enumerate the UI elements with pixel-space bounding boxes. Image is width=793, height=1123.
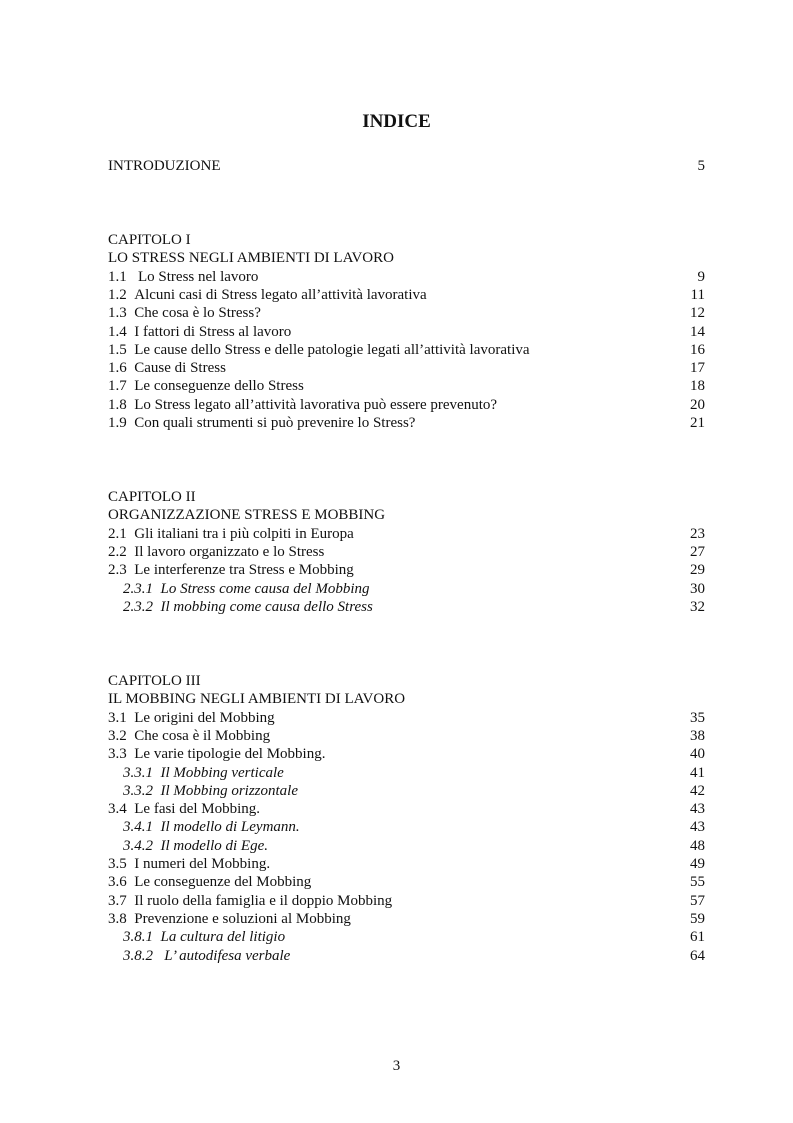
- toc-entry-number: 3.1: [108, 709, 127, 726]
- toc-entry-label: I fattori di Stress al lavoro: [134, 323, 292, 340]
- toc-entry-number: 2.1: [108, 525, 127, 542]
- toc-subentry: [108, 837, 705, 855]
- toc-subentry: [108, 818, 705, 836]
- toc-entry: [108, 855, 705, 873]
- chapter-title: LO STRESS NEGLI AMBIENTI DI LAVORO: [108, 250, 394, 267]
- toc-entry-text: [108, 286, 427, 304]
- toc-entry-label: Il Mobbing verticale: [160, 764, 284, 781]
- toc-subentry: [108, 598, 705, 616]
- toc-entry-text: [123, 928, 285, 946]
- toc-entry: [108, 525, 705, 543]
- toc-entry-text: [108, 304, 261, 322]
- toc-entry-number: 3.3.1: [123, 764, 153, 781]
- toc-entry: [108, 359, 705, 377]
- toc-entry: [108, 745, 705, 763]
- toc-entry-text: [123, 837, 268, 855]
- toc-entry-number: 1.7: [108, 378, 127, 395]
- toc-entry-label: Alcuni casi di Stress legato all’attività lavorativa: [134, 286, 427, 303]
- toc-entry-text: [108, 414, 415, 432]
- toc-entry-number: 3.3.2: [123, 782, 153, 799]
- toc-entry-page: 18: [690, 378, 705, 395]
- toc-entry-label: Le origini del Mobbing: [134, 709, 275, 726]
- chapter-label: CAPITOLO III: [108, 673, 201, 689]
- toc-entry-page: 43: [690, 801, 705, 818]
- toc-entry-text: [108, 800, 260, 818]
- toc-entry-text: [108, 855, 270, 873]
- toc-subentry: [108, 580, 705, 598]
- toc-entry-label: Il ruolo della famiglia e il doppio Mobbing: [134, 892, 393, 909]
- toc-entry-text: [108, 727, 270, 745]
- toc-entry-label: Lo Stress legato all’attività lavorativa può essere prevenuto?: [134, 396, 498, 413]
- toc-entry: [108, 709, 705, 727]
- toc-entry-label: Le interferenze tra Stress e Mobbing: [134, 562, 354, 579]
- toc-entry-text: [108, 709, 275, 727]
- toc-entry-number: 3.6: [108, 874, 127, 891]
- toc-entry: [108, 892, 705, 910]
- toc-entry-number: 3.3: [108, 746, 127, 763]
- toc-entry-number: 2.3.2: [123, 598, 153, 615]
- toc-entry-page: 23: [690, 525, 705, 542]
- toc-entry: [108, 286, 705, 304]
- toc-entry-number: 3.8: [108, 910, 127, 927]
- toc-entry-number: 3.4.1: [123, 819, 153, 836]
- toc-entry: [108, 561, 705, 579]
- toc-entry-page: 41: [690, 764, 705, 781]
- toc-entry-page: 40: [690, 746, 705, 763]
- toc-entry-page: 20: [690, 396, 705, 413]
- toc-entry-text: [108, 525, 354, 543]
- chapter-title: IL MOBBING NEGLI AMBIENTI DI LAVORO: [108, 691, 406, 708]
- toc-entry-page: 35: [690, 709, 705, 726]
- toc-entry-label: Gli italiani tra i più colpiti in Europa: [134, 525, 354, 542]
- toc-entry-text: [108, 268, 258, 286]
- toc-entry-number: 1.6: [108, 360, 127, 377]
- toc-entry-label: Le varie tipologie del Mobbing.: [134, 746, 326, 763]
- toc-entry-text: [108, 892, 392, 910]
- toc-entry-page: 30: [690, 580, 705, 597]
- toc-entry-label: INTRODUZIONE: [108, 158, 221, 174]
- page-title: INDICE: [362, 111, 431, 132]
- toc-entry-page: 9: [697, 268, 705, 285]
- toc-entry-page: 49: [690, 856, 705, 872]
- toc-entry-number: 1.8: [108, 396, 127, 413]
- toc-entry-label: Che cosa è il Mobbing: [134, 727, 271, 744]
- toc-entry-page: 64: [690, 947, 705, 964]
- toc-entry: [108, 268, 705, 286]
- toc-entry-label: Che cosa è lo Stress?: [134, 305, 261, 322]
- toc-entry-label: Prevenzione e soluzioni al Mobbing: [134, 910, 351, 927]
- toc-entry-page: 27: [690, 543, 705, 560]
- toc-entry-text: [123, 764, 284, 782]
- toc-entry-text: [108, 323, 291, 341]
- chapter-title: ORGANIZZAZIONE STRESS E MOBBING: [108, 507, 386, 524]
- toc-entry-number: 3.8.2: [123, 947, 153, 964]
- toc-entry: [108, 727, 705, 745]
- toc-entry-number: 3.4: [108, 801, 127, 818]
- toc-subentry: [108, 947, 705, 965]
- toc-entry: [108, 800, 705, 818]
- toc-entry-label: Le conseguenze dello Stress: [134, 378, 304, 395]
- toc-entry-page: 57: [690, 892, 705, 909]
- toc-entry: [108, 873, 705, 891]
- toc-entry-page: 38: [690, 727, 705, 744]
- toc-entry-page: 48: [690, 837, 705, 854]
- toc-entry-number: 3.4.2: [123, 837, 153, 854]
- toc-entry-number: 1.4: [108, 323, 127, 340]
- toc-entry: [108, 323, 705, 341]
- toc-entry-label: Le cause dello Stress e delle patologie legati all’attività lavorativa: [134, 341, 530, 358]
- toc-entry-number: 1.9: [108, 415, 127, 431]
- toc-entry: [108, 910, 705, 928]
- toc-entry-text: [108, 359, 226, 377]
- toc-entry-page: 29: [690, 562, 705, 579]
- toc-entry-number: 2.3: [108, 562, 127, 579]
- toc-entry-page: 32: [690, 598, 705, 615]
- toc-subentry: [108, 782, 705, 800]
- toc-entry-number: 1.3: [108, 305, 127, 322]
- toc-entry-number: 1.2: [108, 286, 127, 303]
- toc-entry-text: [123, 818, 300, 836]
- toc-entry-label: La cultura del litigio: [160, 929, 286, 946]
- toc-entry-text: [108, 341, 530, 359]
- toc-entry-label: L’ autodifesa verbale: [160, 947, 291, 964]
- toc-entry: [108, 414, 705, 432]
- toc-entry-label: Lo Stress nel lavoro: [134, 268, 259, 285]
- toc-entry-page: 42: [690, 782, 705, 799]
- toc-entry-page: 5: [697, 158, 705, 174]
- toc-entry-introduzione: [108, 157, 705, 175]
- toc-entry-number: 1.1: [108, 268, 127, 285]
- toc-entry-number: 3.8.1: [123, 929, 153, 946]
- toc-entry-label: Il modello di Ege.: [160, 837, 268, 854]
- toc-entry-page: 43: [690, 819, 705, 836]
- toc-entry-number: 2.2: [108, 543, 127, 560]
- toc-entry-label: Le conseguenze del Mobbing: [134, 874, 312, 891]
- toc-entry-text: [108, 561, 354, 579]
- toc-entry-text: [108, 543, 324, 561]
- toc-entry-text: [123, 782, 298, 800]
- toc-entry-label: Cause di Stress: [134, 360, 226, 377]
- toc-entry-page: 12: [690, 305, 705, 322]
- page-number: 3: [392, 1058, 401, 1074]
- toc-entry-text: [108, 745, 325, 763]
- toc-entry-page: 61: [690, 929, 705, 946]
- toc-entry-page: 21: [690, 415, 705, 431]
- toc-entry-label: I numeri del Mobbing.: [134, 856, 271, 872]
- toc-entry-text: [123, 580, 370, 598]
- toc-entry: [108, 396, 705, 414]
- toc-entry-label: Il modello di Leymann.: [160, 819, 300, 836]
- toc-entry-page: 55: [690, 874, 705, 891]
- toc-entry-text: [123, 947, 290, 965]
- toc-entry-label: Lo Stress come causa del Mobbing: [160, 580, 370, 597]
- toc-entry-number: 1.5: [108, 341, 127, 358]
- toc-entry-label: Il lavoro organizzato e lo Stress: [134, 543, 325, 560]
- chapter-label: CAPITOLO II: [108, 489, 196, 505]
- toc-entry: [108, 543, 705, 561]
- toc-entry-label: Il Mobbing orizzontale: [160, 782, 298, 799]
- toc-subentry: [108, 764, 705, 782]
- toc-entry-text: [123, 598, 373, 616]
- toc-entry-page: 16: [690, 341, 705, 358]
- chapter-label: CAPITOLO I: [108, 232, 191, 248]
- toc-entry-page: 11: [690, 286, 705, 303]
- toc-entry-text: [108, 910, 351, 928]
- toc-entry-number: 3.7: [108, 892, 127, 909]
- toc-entry-number: 2.3.1: [123, 580, 153, 597]
- toc-entry-label: Il mobbing come causa dello Stress: [160, 598, 373, 615]
- toc-entry: [108, 341, 705, 359]
- toc-entry-label: Con quali strumenti si può prevenire lo Stress?: [134, 415, 416, 431]
- toc-subentry: [108, 928, 705, 946]
- toc-entry-number: 3.5: [108, 856, 127, 872]
- toc-entry-page: 14: [690, 323, 705, 340]
- toc-entry-page: 59: [690, 910, 705, 927]
- toc-entry: [108, 304, 705, 322]
- toc-entry: [108, 377, 705, 395]
- toc-entry-text: [108, 873, 311, 891]
- toc-entry-label: Le fasi del Mobbing.: [134, 801, 261, 818]
- toc-entry-text: [108, 377, 304, 395]
- toc-entry-text: [108, 396, 497, 414]
- toc-entry-number: 3.2: [108, 727, 127, 744]
- toc-entry-page: 17: [690, 360, 705, 377]
